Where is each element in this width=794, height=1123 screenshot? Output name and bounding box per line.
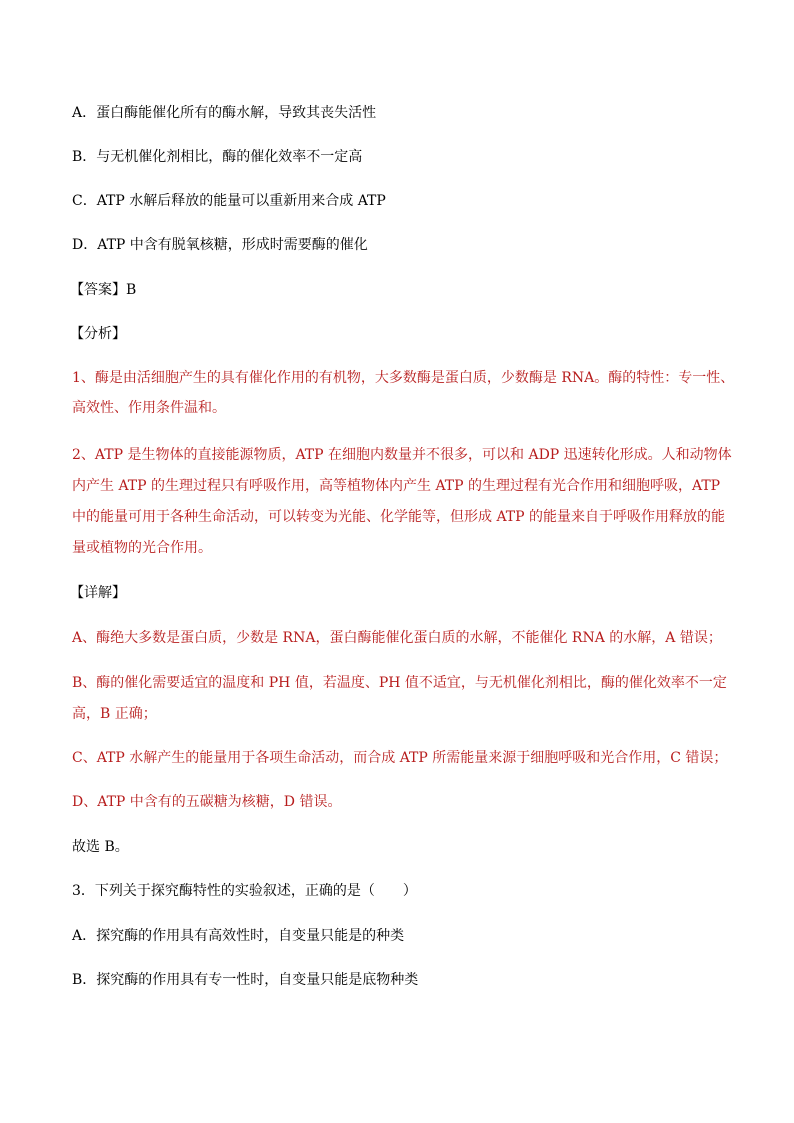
answer-line [70,280,730,300]
detail-c: C、ATP 水解产生的能量用于各项生命活动，而合成 ATP 所需能量来源于细胞呼吸和光合作用，C 错误； [72,750,728,766]
analysis-p2-line3: 中的能量可用于各种生命活动，可以转变为光能、化学能等，但形成 ATP 的能量来自于呼吸作用释放的能 [72,509,726,525]
option-a-q2: A．蛋白酶能催化所有的酶水解，导致其丧失活性 [72,105,377,121]
question3-option-a: A．探究酶的作用具有高效性时，自变量只能是的种类 [72,928,405,944]
detail-a: A、酶绝大多数是蛋白质，少数是 RNA，蛋白酶能催化蛋白质的水解，不能催化 RNA 的水解，A 错误； [72,630,722,646]
analysis-p2-line1: 2、ATP 是生物体的直接能源物质，ATP 在细胞内数量并不很多，可以和 ADP 迅速转化形成。人和动物体 [72,447,732,463]
analysis-p1-line1: 1、酶是由活细胞产生的具有催化作用的有机物，大多数酶是蛋白质，少数酶是 RNA。酶的特性：专一性、 [72,370,735,386]
detail-d: D、ATP 中含有的五碳糖为核糖，D 错误。 [72,794,342,810]
option-c-q2: C．ATP 水解后释放的能量可以重新用来合成 ATP [72,193,386,209]
option-b-q2: B．与无机催化剂相比，酶的催化效率不一定高 [72,149,363,165]
option-d-q2: D．ATP 中含有脱氧核糖，形成时需要酶的催化 [72,237,368,253]
question3-stem: 3．下列关于探究酶特性的实验叙述，正确的是（ ） [72,883,417,899]
answer-label: 【答案】 [70,282,126,298]
analysis-p2-line4: 量或植物的光合作用。 [72,540,212,556]
analysis-p2-line2: 内产生 ATP 的生理过程只有呼吸作用，高等植物体内产生 ATP 的生理过程有光合作用和细胞呼吸，ATP [72,478,721,494]
conclusion: 故选 B。 [72,839,129,855]
analysis-heading: 【分析】 [70,326,126,342]
detail-b-line1: B、酶的催化需要适宜的温度和 PH 值，若温度、PH 值不适宜，与无机催化剂相比，酶的催化效率不一定 [72,675,727,691]
question3-option-b: B．探究酶的作用具有专一性时，自变量只能是底物种类 [72,972,419,988]
answer-value: B [126,282,137,298]
detail-b-line2: 高，B 正确； [72,706,157,722]
detail-heading: 【详解】 [70,585,126,601]
analysis-p1-line2: 高效性、作用条件温和。 [72,400,226,416]
